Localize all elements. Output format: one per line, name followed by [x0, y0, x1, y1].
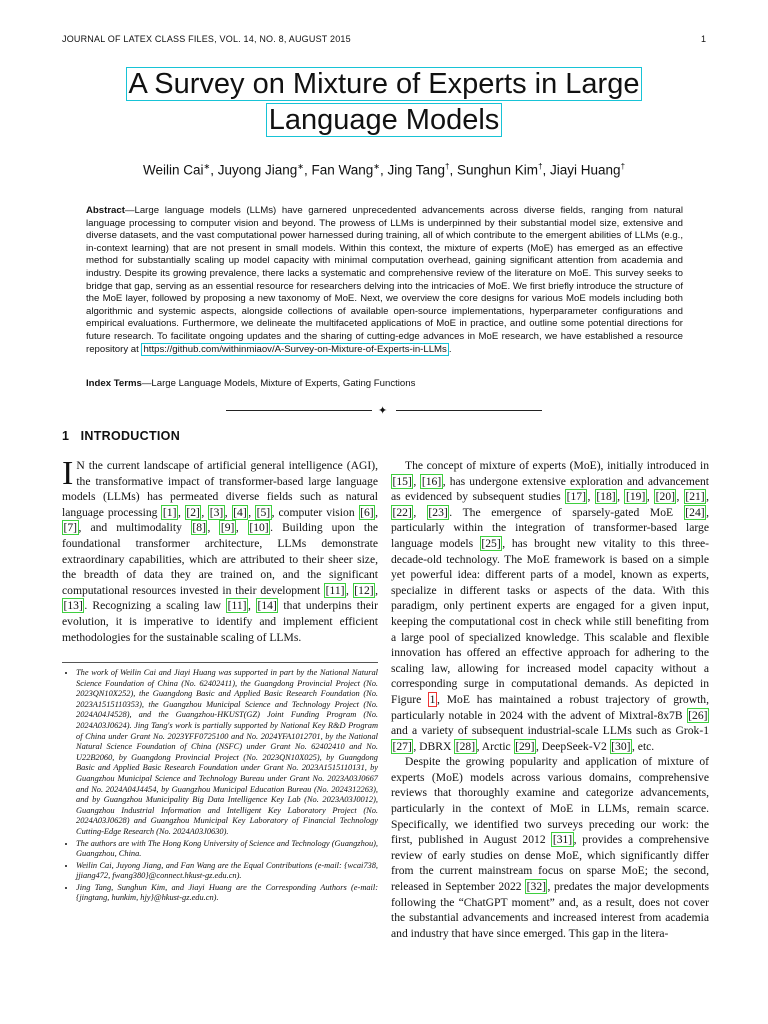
author-affiliation-mark: † [538, 162, 543, 171]
repository-link[interactable]: https://github.com/withinmiaov/A-Survey-on-Mixture-of-Experts-in-LLMs [143, 343, 447, 355]
author-name: Sunghun Kim [457, 162, 539, 178]
citation-link[interactable]: [22] [392, 505, 412, 519]
citation-link[interactable]: [28] [455, 739, 476, 753]
citation-link[interactable]: [26] [688, 708, 708, 722]
footnote-item: • The authors are with The Hong Kong University of Science and Technology (Guangzhou), Guangzhou, China. [76, 839, 378, 860]
citation-link[interactable]: [11] [227, 599, 247, 613]
section-title: INTRODUCTION [80, 429, 181, 443]
citation-link[interactable]: [32] [526, 880, 546, 894]
citation-link[interactable]: [9] [220, 521, 235, 535]
title-line-2[interactable]: Language Models [266, 103, 503, 137]
intro-paragraph-1 [62, 455, 379, 645]
citation-link[interactable]: [24] [685, 505, 705, 519]
author-name: Jiayi Huang [550, 162, 621, 178]
citation-link[interactable]: [19] [625, 490, 646, 504]
running-header: JOURNAL OF LATEX CLASS FILES, VOL. 14, NO. 8, AUGUST 2015 [62, 34, 351, 44]
citation-link[interactable]: [4] [233, 505, 247, 519]
index-terms-text: —Large Language Models, Mixture of Experts, Gating Functions [141, 378, 416, 389]
section-heading [62, 429, 180, 443]
citation-link[interactable]: [14] [257, 599, 277, 613]
paper-title [0, 66, 768, 138]
citation-link[interactable]: [15] [392, 474, 412, 488]
index-terms-label: Index Terms [86, 378, 142, 389]
citation-link[interactable]: [7] [63, 521, 78, 535]
intro-paragraph-2: The concept of mixture of experts (MoE), initially introduced in [15] , [16] , has undergone extensive exploration and advancement as evidenced by subsequent studies [17] , [18] , [19] , [20] , [21] , [22] , [23] . The emergence of sparsely-gated MoE [24] , particularly within the integration of transformer-based large language models [25] , has brought new vitality to this three-decade-old technology. The MoE framework is based on a simple yet powerful idea: different parts of a model, known as experts, specialize in different tasks or aspects of the data. With this paradigm, only pertinent experts are engaged for a given input, keeping the computational cost in check while still benefiting from a large pool of specialized knowledge. This scalable and flexible innovation has offered an effective approach for adhering to the scaling law, allowing for increased model capacity without a corresponding surge in computational demands. As depicted in Figure 1 , MoE has maintained a robust trajectory of growth, particularly notable in 2024 with the advent of Mixtral-8x7B [26] and a variety of subsequent industrial-scale LLMs such as Grok-1 [27] , DBRX [28] , Arctic [29] , DeepSeek-V2 [30] , etc. [391, 459, 710, 753]
citation-link[interactable]: [29] [515, 739, 535, 753]
intro-paragraph-3: Despite the growing popularity and application of mixture of experts (MoE) models across various domains, comprehensive reviews that thoroughly examine and categorize advancements, particularly in the context of MoE in LLMs, remain scarce. Specifically, we identified two surveys preceding our work: the first, published in August 2012 [31] , provides a comprehensive review of early studies on dense MoE, which significantly differ from the current mainstream focus on sparse MoE; the second, released in September 2022 [32] , predates the major developments following the “ChatGPT moment” and, as a result, does not cover the substantial advancements and increased interest from academia and industry that have since emerged. This gap in the litera- [391, 755, 709, 940]
citation-link[interactable]: [20] [655, 490, 675, 504]
index-terms [86, 378, 683, 389]
citation-link[interactable]: [2] [186, 505, 200, 519]
intro-paragraph-1-body: N the current landscape of artificial general intelligence (AGI), the transformative impact of transformer-based large language models (LLMs) has permeated diverse fields such as natural language processing [1] , [2] , [3] , [4] , [5] , computer vision [6] , [7] , and multimodality [8] , [9] , [10] . Building upon the foundational transformer architecture, LLMs demonstrate extraordinary capabilities, which are attributed to their sheer size, the breadth of data they are trained on, and the significant computational resources invested in their development [11] , [12] , [13] . Recognizing a scaling law [11] , [14] that underpins their evolution, it is imperative to identify and implement efficient methodologies for the sustainable scaling of LLMs. [62, 459, 379, 644]
citation-link[interactable]: [25] [481, 536, 501, 550]
footnote-rule [62, 662, 378, 663]
diamond-ornament-icon: ✦ [378, 405, 388, 417]
author-affiliation-mark: † [445, 162, 450, 171]
footnote-item: • The work of Weilin Cai and Jiayi Huang was supported in part by the National Natural Science Foundation of China (No. 62402411), the Guangdong Provincial Project (No. 2023QN10X252), the Guangdong Basic and Applied Basic Research Foundation (No. 2023A1515110353), the Guangzhou Municipal Science and Technology Project (No. 2024A04J4528), and the Guangzhou-HKUST(GZ) Joint Funding Program (No. 2024A03J0624). Jing Tang's work is partially supported by National Key R&D Program of China under Grant No. 2023YFF0725100 and No. 2024YFA1012701, by the National Natural Science Foundation of China (NSFC) under Grant No. 62402410 and No. U22B2060, by Guangdong Provincial Project (No. 2023QN10X025), by Guangdong Basic and Applied Basic Research Foundation under Grant No. 2023A1515110131, by Guangzhou Municipal Science and Technology Bureau under Grant No. 2023A03J0667 and No. 2024A04J4454, by Guangzhou Municipal Education Bureau (No. 2024312263), and by Guangzhou Municipality Big Data Intelligence Key Lab (No. 2023A03J0012), Guangzhou Industrial Information and Intelligent Key Laboratory Project (No. 2024A03J0628) and Guangzhou Municipal Key Laboratory of Financial Technology Cutting-Edge Research (No. 2024A03J0630). [76, 668, 378, 838]
figure-link[interactable]: 1 [429, 692, 436, 706]
abstract-text: —Large language models (LLMs) have garnered unprecedented advancements across diverse fields, ranging from natural language processing to computer vision and beyond. The prowess of LLMs is underpinned by their substantial model size, extensive and diverse datasets, and the vast computational power harnessed during training, all of which contribute to the emergent abilities of LLMs (e.g., in-context learning) that are not present in small models. Within this context, the mixture of experts (MoE) has emerged as an effective method for substantially scaling up model capacity with minimal computation overhead, gaining significant attention from academia and industry. Despite its growing prevalence, there lacks a systematic and comprehensive review of the literature on MoE. This survey seeks to bridge that gap, serving as an essential resource for researchers delving into the intricacies of MoE. We first briefly introduce the structure of the MoE layer, followed by proposing a new taxonomy of MoE. Next, we overview the core designs for various MoE models including both algorithmic and systemic aspects, alongside collections of available open-source implementations, hyperparameter configurations and empirical evaluations. Furthermore, we delineate the multifaceted applications of MoE in practice, and outline some potential directions for future research. To facilitate ongoing updates and the sharing of cutting-edge advances in MoE research, we have established a resource repository at [86, 205, 683, 355]
author-name: Fan Wang [311, 162, 374, 178]
author-affiliation-mark: ∗ [203, 162, 211, 171]
footnote-item: • Weilin Cai, Juyong Jiang, and Fan Wang are the Equal Contributions (e-mail: {wcai738, jjiang472, fwang380}@connect.hkust-gz.edu.cn). [76, 861, 378, 882]
citation-link[interactable]: [30] [611, 739, 631, 753]
abstract [86, 205, 683, 356]
citation-link[interactable]: [6] [360, 505, 374, 519]
author-name: Weilin Cai [142, 162, 204, 178]
footnote-item: • Jing Tang, Sunghun Kim, and Jiayi Huang are the Corresponding Authors (e-mail: {jingtang, hunkim, hjy}@hkust-gz.edu.cn). [76, 883, 378, 904]
citation-link[interactable]: [12] [354, 583, 374, 597]
section-divider [226, 406, 542, 416]
abstract-end: . [448, 343, 452, 355]
drop-cap: I [62, 455, 74, 492]
citation-link[interactable]: [5] [256, 505, 271, 519]
page-number: 1 [700, 34, 706, 44]
title-line-1[interactable]: A Survey on Mixture of Experts in Large [126, 67, 643, 101]
author-list: Weilin Cai∗, Juyong Jiang∗, Fan Wang∗, Jing Tang†, Sunghun Kim†, Jiayi Huang† [142, 162, 626, 178]
citation-link[interactable]: [8] [192, 521, 206, 535]
author-name: Juyong Jiang [217, 162, 298, 178]
author-name: Jing Tang [387, 162, 446, 178]
section-number: 1 [62, 429, 70, 443]
citation-link[interactable]: [31] [552, 833, 573, 847]
author-affiliation-mark: ∗ [297, 162, 304, 171]
footnotes [62, 668, 378, 905]
citation-link[interactable]: [16] [421, 474, 442, 488]
citation-link[interactable]: [23] [428, 505, 448, 519]
citation-link[interactable]: [3] [209, 505, 224, 519]
citation-link[interactable]: [18] [596, 490, 616, 504]
left-column [62, 455, 379, 645]
abstract-label: Abstract [86, 205, 125, 216]
author-affiliation-mark: ∗ [373, 162, 380, 171]
right-column [391, 458, 709, 941]
citation-link[interactable]: [13] [63, 599, 83, 613]
citation-link[interactable]: [10] [249, 521, 269, 535]
author-affiliation-mark: † [620, 162, 626, 171]
citation-link[interactable]: [27] [392, 739, 412, 753]
citation-link[interactable]: [1] [162, 505, 177, 519]
citation-link[interactable]: [17] [566, 490, 586, 504]
citation-link[interactable]: [21] [685, 490, 705, 504]
citation-link[interactable]: [11] [325, 583, 345, 597]
